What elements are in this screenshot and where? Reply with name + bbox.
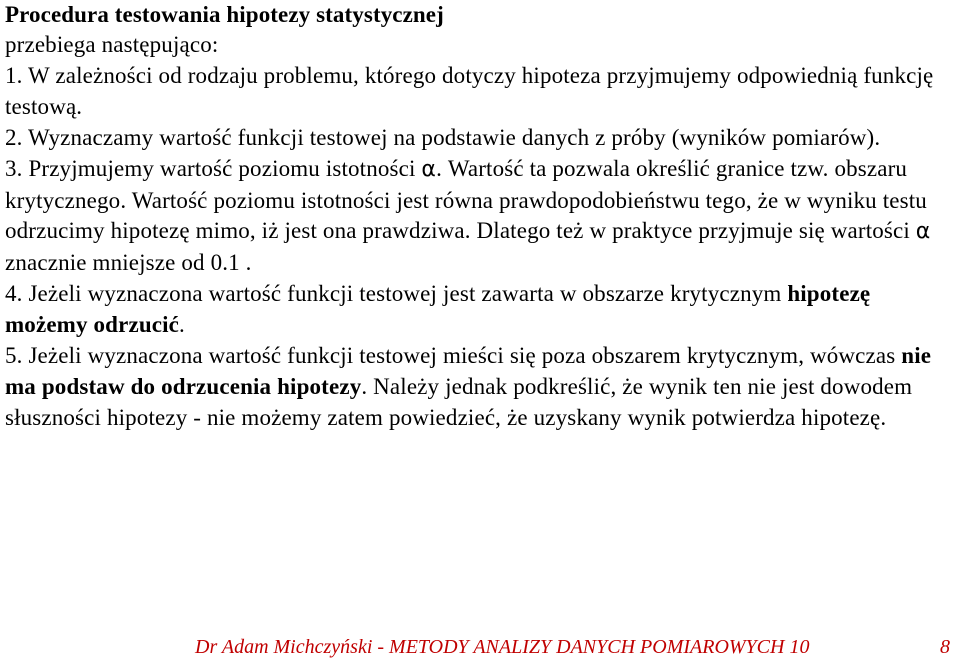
slide-body bbox=[5, 30, 955, 434]
step-4-emphasis: hipotezę możemy odrzucić bbox=[5, 281, 871, 338]
page-number: 8 bbox=[940, 636, 950, 658]
step-3 bbox=[5, 154, 955, 280]
footer-text: Dr Adam Michczyński - METODY ANALIZY DANYCH POMIAROWYCH 10 bbox=[195, 636, 810, 658]
step-3-part-1: 3. Przyjmujemy wartość poziomu istotności bbox=[5, 155, 422, 181]
alpha-symbol: α bbox=[915, 219, 931, 245]
step-5-text-2: . Należy jednak podkreślić, że wynik ten nie jest dowodem słuszności hipotezy - nie możemy zatem powiedzieć, że uzyskany wynik potwierdza hipotezę. bbox=[5, 373, 913, 430]
step-5 bbox=[5, 341, 955, 434]
alpha-symbol: α bbox=[421, 156, 437, 182]
step-4-end: . bbox=[179, 312, 185, 338]
step-3-part-2: . Wartość ta pozwala określić granice tzw. obszaru krytycznego. Wartość poziomu istotności jest równa prawdopodobieństwu tego, że w wyniku testu odrzucimy hipotezę mimo, iż jest ona prawdziwa. Dlatego też w praktyce przyjmuje się wartości bbox=[5, 155, 927, 244]
step-5-emphasis: nie ma podstaw do odrzucenia hipotezy bbox=[5, 343, 932, 399]
step-3-part-3: znacznie mniejsze od 0.1 . bbox=[5, 250, 252, 276]
intro-line: przebiega następująco: bbox=[5, 32, 219, 57]
step-5-text-1: 5. Jeżeli wyznaczona wartość funkcji testowej mieści się poza obszarem krytycznym, wówczas bbox=[5, 343, 902, 369]
step-2: 2. Wyznaczamy wartość funkcji testowej na podstawie danych z próby (wyników pomiarów). bbox=[5, 124, 881, 150]
slide-title: Procedura testowania hipotezy statystycznej bbox=[5, 2, 444, 27]
step-4 bbox=[5, 279, 955, 341]
step-4-text: 4. Jeżeli wyznaczona wartość funkcji testowej jest zawarta w obszarze krytycznym bbox=[5, 281, 788, 307]
slide-content bbox=[5, 0, 955, 434]
step-1: 1. W zależności od rodzaju problemu, którego dotyczy hipoteza przyjmujemy odpowiednią funkcję testową. bbox=[5, 62, 934, 119]
